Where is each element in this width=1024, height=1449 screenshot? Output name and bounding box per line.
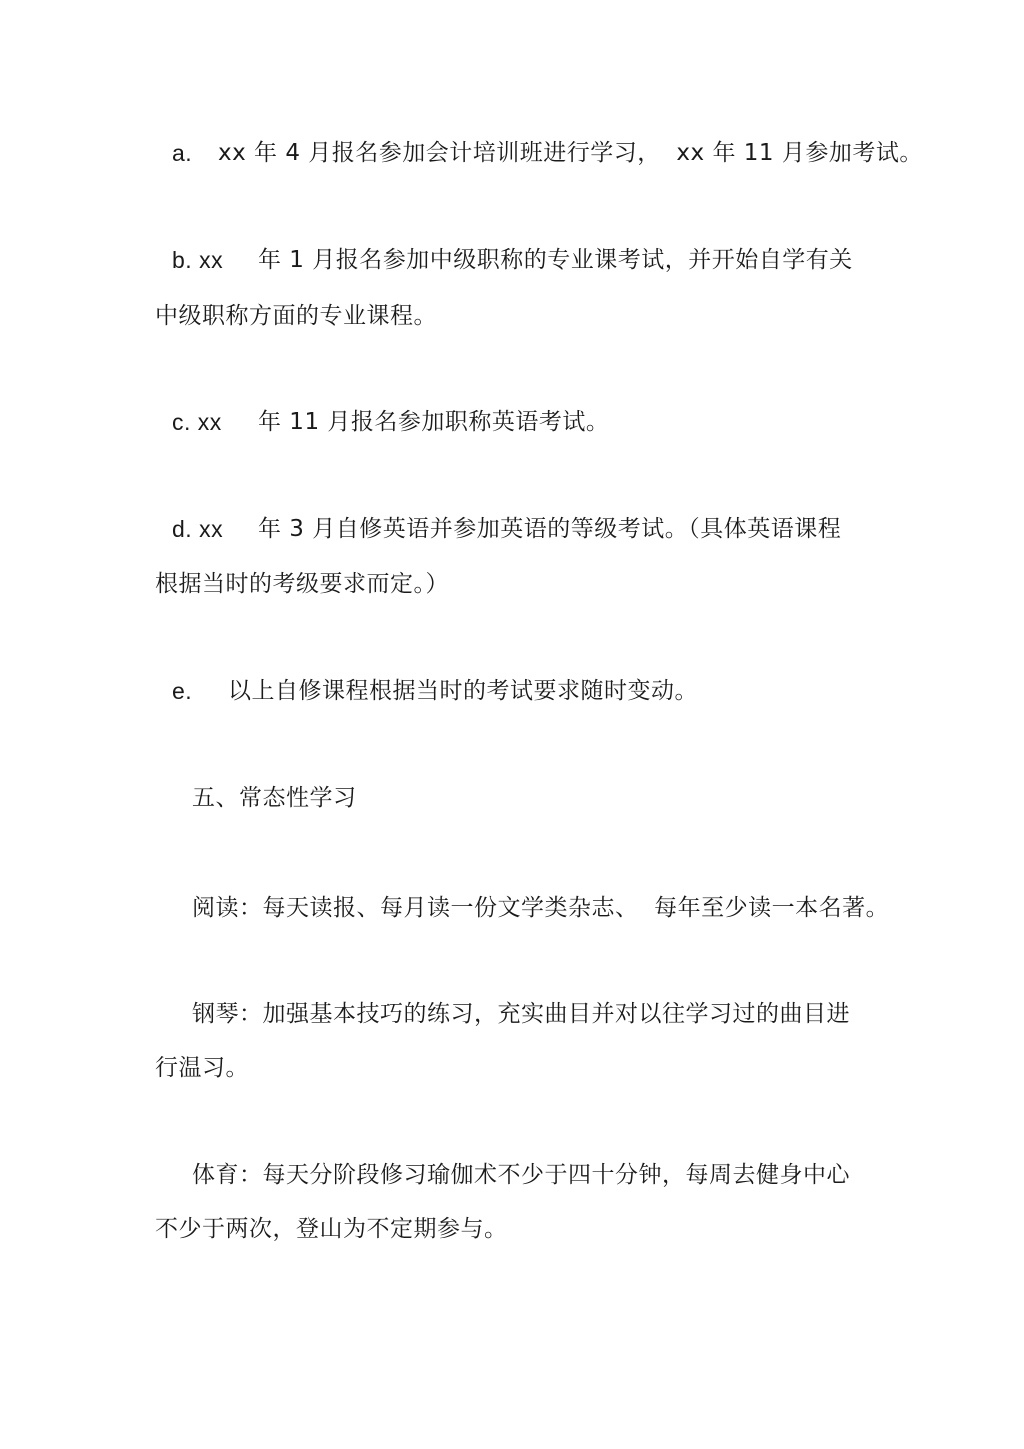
item-d-text-line-1: 年 3 月自修英语并参加英语的等级考试。（具体英语课程: [258, 516, 842, 542]
item-b-line-2: 中级职称方面的专业课程。: [155, 303, 437, 329]
sports-paragraph-line-2: 不少于两次，登山为不定期参与。: [155, 1216, 508, 1242]
item-c-marker: c. xx: [172, 409, 222, 435]
section-heading: 五、常态性学习: [192, 785, 357, 811]
item-e-text: 以上自修课程根据当时的考试要求随时变动。: [228, 678, 698, 704]
sports-paragraph-line-1: 体育：每天分阶段修习瑜伽术不少于四十分钟，每周去健身中心: [192, 1162, 850, 1188]
item-b-text-line-1: 年 1 月报名参加中级职称的专业课考试，并开始自学有关: [258, 247, 853, 273]
item-a-text: xx 年 4 月报名参加会计培训班进行学习， xx 年 11 月参加考试。: [218, 140, 923, 166]
reading-paragraph: 阅读：每天读报、每月读一份文学类杂志、 每年至少读一本名著。: [192, 895, 890, 921]
item-d-line-1: [172, 514, 892, 544]
item-c: [172, 407, 892, 437]
item-a-marker: a.: [172, 140, 193, 166]
item-e: [172, 676, 892, 706]
item-d-marker: d. xx: [172, 516, 224, 542]
item-c-text: 年 11 月报名参加职称英语考试。: [258, 409, 610, 435]
piano-paragraph-line-2: 行温习。: [155, 1055, 249, 1081]
item-b-line-1: [172, 245, 892, 275]
item-d-line-2: 根据当时的考级要求而定。）: [155, 571, 449, 597]
item-e-marker: e.: [172, 678, 193, 704]
piano-paragraph-line-1: 钢琴：加强基本技巧的练习，充实曲目并对以往学习过的曲目进: [192, 1001, 850, 1027]
item-b-marker: b. xx: [172, 247, 224, 273]
item-a: [172, 138, 923, 168]
